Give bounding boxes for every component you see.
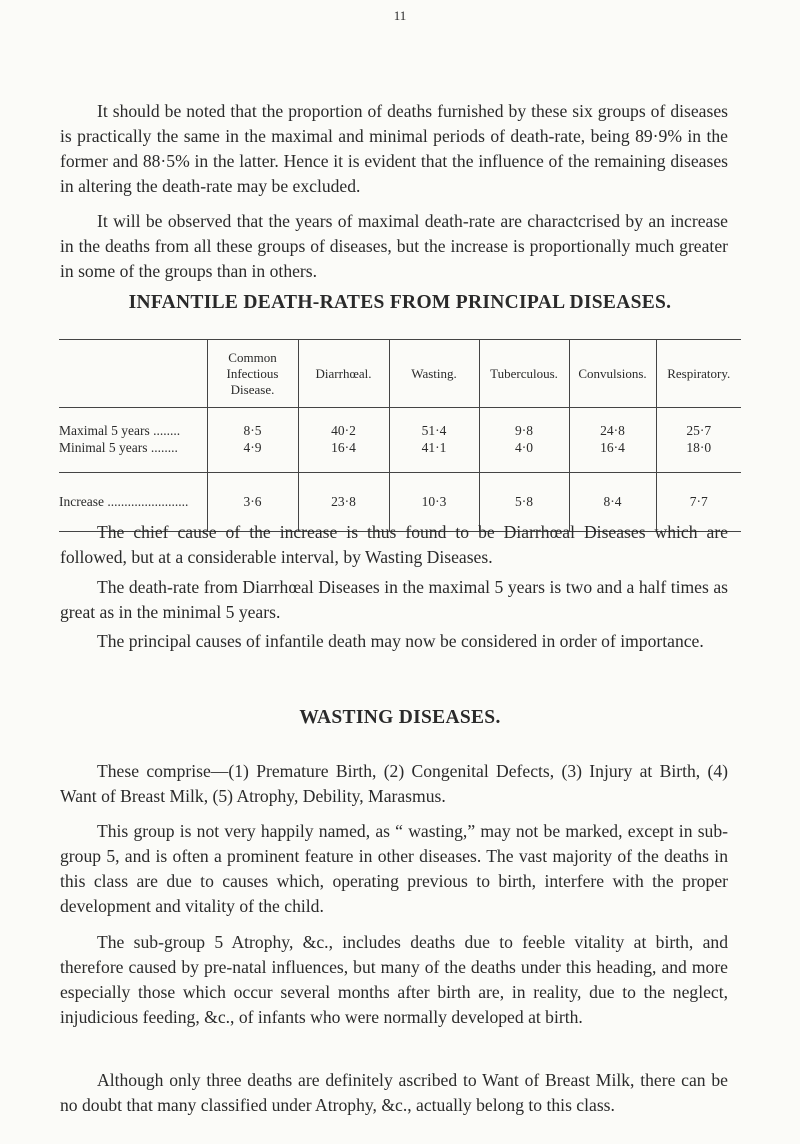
- cell-tuberculous: [479, 408, 569, 473]
- value-increase: 5·8: [479, 473, 569, 532]
- value-maximal: 25·7: [686, 423, 712, 438]
- paragraph-chief-cause: The chief cause of the increase is thus found to be Diarrhœal Diseases which are followed, but at a considerable interval, by Wasting Diseases.: [60, 522, 728, 567]
- death-rate-table: [59, 339, 741, 532]
- value-increase: 10·3: [389, 473, 479, 532]
- value-minimal: 41·1: [421, 440, 447, 455]
- value-increase: 3·6: [207, 473, 298, 532]
- cell-common-infectious: [207, 408, 298, 473]
- value-maximal: 51·4: [421, 423, 447, 438]
- cell-respiratory: [656, 408, 741, 473]
- paragraph-group-named: This group is not very happily named, as “ wasting,” may not be marked, except in sub-group 5, and is often a prominent feature in other diseases. The vast majority of the deaths in this class are due to causes which, operating previous to birth, interfere with the proper development and vitality of the child.: [60, 821, 728, 916]
- header-tuberculous: Tuberculous.: [479, 340, 569, 408]
- paragraph-principal-causes: The principal causes of infantile death may now be considered in order of importance.: [97, 631, 704, 651]
- value-minimal: 4·0: [515, 440, 533, 455]
- table-row-maximal-minimal: [59, 408, 741, 473]
- row-labels: [59, 408, 207, 473]
- value-maximal: 9·8: [515, 423, 533, 438]
- header-respiratory: Respiratory.: [656, 340, 741, 408]
- value-increase: 23·8: [298, 473, 389, 532]
- value-minimal: 4·9: [243, 440, 262, 455]
- header-convulsions: Convulsions.: [569, 340, 656, 408]
- cell-diarrhoeal: [298, 408, 389, 473]
- paragraph-maximal-years: It will be observed that the years of maximal death-rate are charactcrised by an increase in the deaths from all these groups of diseases, but the increase is proportionally much greater in some of the groups than in others.: [60, 211, 728, 281]
- value-maximal: 24·8: [600, 423, 625, 438]
- header-common-infectious: Common Infectious Disease.: [207, 340, 298, 408]
- value-maximal: 8·5: [243, 423, 262, 438]
- value-increase: 8·4: [569, 473, 656, 532]
- value-maximal: 40·2: [331, 423, 356, 438]
- value-minimal: 16·4: [331, 440, 356, 455]
- value-minimal: 16·4: [600, 440, 625, 455]
- header-wasting: Wasting.: [389, 340, 479, 408]
- value-minimal: 18·0: [686, 440, 712, 455]
- table-title: INFANTILE DEATH-RATES FROM PRINCIPAL DISEASES.: [128, 292, 672, 313]
- row-label-maximal: Maximal 5 years ........: [59, 423, 181, 438]
- page-number: 11: [393, 8, 407, 23]
- cell-wasting: [389, 408, 479, 473]
- paragraph-proportion: It should be noted that the proportion of deaths furnished by these six groups of diseases is practically the same in the maximal and minimal periods of death-rate, being 89·9% in the former and 88·5% in the latter. Hence it is evident that the influence of the remaining diseases in altering the death-rate may be excluded.: [60, 101, 728, 196]
- section-heading: WASTING DISEASES.: [299, 707, 501, 728]
- paragraph-breast-milk: Although only three deaths are definitely ascribed to Want of Breast Milk, there can be no doubt that many classified under Atrophy, &c., actually belong to this class.: [60, 1070, 728, 1115]
- cell-convulsions: [569, 408, 656, 473]
- table-header-row: [59, 340, 741, 408]
- paragraph-diarrhoeal-rate: The death-rate from Diarrhœal Diseases in the maximal 5 years is two and a half times as great as in the minimal 5 years.: [60, 577, 728, 622]
- row-label-increase: Increase ........................: [59, 494, 189, 509]
- header-blank: [59, 340, 207, 408]
- header-diarrhoeal: Diarrhœal.: [298, 340, 389, 408]
- value-increase: 7·7: [656, 473, 741, 532]
- paragraph-sub-group: The sub-group 5 Atrophy, &c., includes deaths due to feeble vitality at birth, and therefore caused by pre-natal influences, but many of the deaths under this heading, and more especially those which occur several months after birth are, in reality, due to the neglect, injudicious feeding, &c., of infants who were normally developed at birth.: [60, 932, 728, 1027]
- paragraph-comprise: These comprise—(1) Premature Birth, (2) Congenital Defects, (3) Injury at Birth, (4) Want of Breast Milk, (5) Atrophy, Debility, Marasmus.: [60, 761, 728, 806]
- row-label-minimal: Minimal 5 years ........: [59, 440, 178, 455]
